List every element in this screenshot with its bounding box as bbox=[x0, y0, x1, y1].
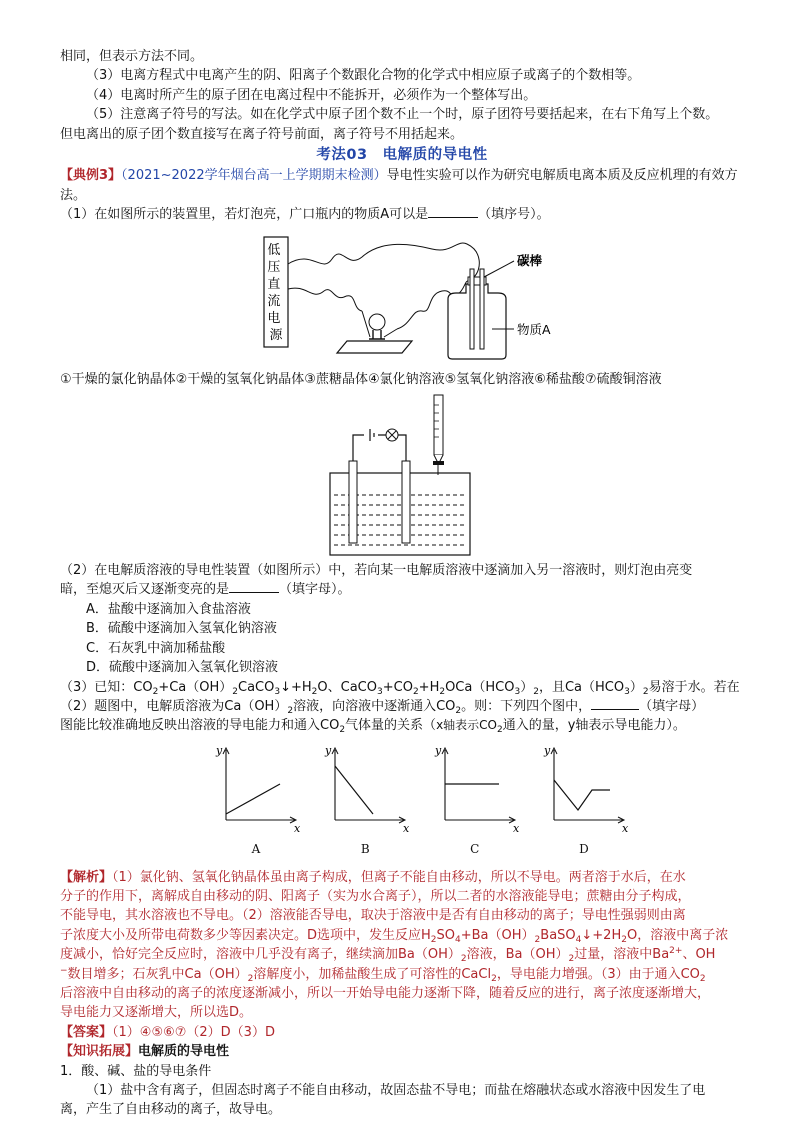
graph-options bbox=[210, 744, 630, 860]
intro-line: 但电离出的原子团个数直接写在离子符号前面，离子符号不用括起来。 bbox=[60, 126, 464, 142]
graph-curve bbox=[335, 766, 373, 814]
question-2-line: （2）在电解质溶液的导电性装置（如图所示）中，若向某一电解质溶液中逐滴加入另一溶液时，则灯泡由亮变 bbox=[60, 563, 693, 579]
analysis-line: 导电能力又逐渐增大，所以选D。 bbox=[60, 1005, 253, 1021]
example-source: （2021~2022学年烟台高一上学期期末检测） bbox=[121, 168, 387, 184]
x-axis-label: x bbox=[512, 821, 519, 832]
graph-d-label: D bbox=[579, 842, 589, 857]
electrode-right bbox=[402, 461, 410, 543]
question-3-line: 图能比较准确地反映出溶液的导电能力和通入$CO_2$气体量的关系（x轴表示$CO_2$通入的量，y轴表示导电能力）。 bbox=[60, 718, 686, 736]
option-a: A．盐酸中逐滴加入食盐溶液 bbox=[86, 601, 251, 617]
graph-b-plot bbox=[319, 744, 411, 832]
intro-line: （5）注意离子符号的写法。如在化学式中原子团个数不止一个时，原子团符号要括起来，在右下角写上个数。 bbox=[86, 107, 719, 123]
document-page bbox=[60, 47, 744, 1120]
option-c: C．石灰乳中滴加稀盐酸 bbox=[86, 640, 226, 656]
graph-curve bbox=[554, 780, 610, 810]
question-1-suffix: （填序号）。 bbox=[478, 207, 550, 223]
question-2-suffix: （填字母）。 bbox=[279, 582, 351, 598]
x-axis-label: x bbox=[403, 821, 410, 832]
question-1 bbox=[60, 205, 744, 224]
electrode-left bbox=[349, 461, 357, 543]
graph-d bbox=[538, 744, 630, 860]
lamp-bulb-icon bbox=[369, 314, 385, 330]
question-1-options: ①干燥的氯化钠晶体②干燥的氢氧化钠晶体③蔗糖晶体④氯化钠溶液⑤氢氧化钠溶液⑥稀盐酸⑦硫酸铜溶液 bbox=[60, 371, 662, 387]
question-3-line: （2）题图中，电解质溶液为$Ca(OH)_2$溶液，向溶液中逐渐通入$CO_2$。则：下列四个图中， （填字母） bbox=[60, 698, 705, 716]
x-axis-label: x bbox=[621, 821, 629, 832]
graph-c-label: C bbox=[470, 842, 480, 857]
knowledge-heading: 【知识拓展】电解质的导电性 bbox=[60, 1044, 230, 1060]
option-b: B．硫酸中逐滴加入氢氧化钠溶液 bbox=[86, 621, 277, 637]
example-tag: 【典例3】 bbox=[60, 168, 122, 184]
stopcock bbox=[433, 461, 444, 465]
graph-curve bbox=[226, 784, 280, 814]
analysis-line: 度减小，恰好完全反应时，溶液中几乎没有离子，继续滴加$Ba(OH)_2$溶液，$Ba(OH)_2$过量，溶液中$Ba^{2+}$、OH bbox=[60, 946, 716, 965]
rod-pointer bbox=[484, 261, 514, 277]
question-2-text: 暗，至熄灭后又逐渐变亮的是 bbox=[60, 582, 230, 598]
example-stem bbox=[60, 166, 744, 205]
graph-a bbox=[210, 744, 302, 860]
lamp-base bbox=[337, 341, 412, 353]
question-1-text: （1）在如图所示的装置里，若灯泡亮，广口瓶内的物质A可以是 bbox=[60, 207, 429, 223]
burette bbox=[434, 395, 443, 455]
carbon-rod bbox=[480, 269, 484, 349]
power-supply-label: 低 压 直 流 电 源 bbox=[267, 242, 283, 343]
intro-line: 相同，但表示方法不同。 bbox=[60, 49, 204, 64]
knowledge-paragraph: （1）盐中含有离子，但固态时离子不能自由移动，故固态盐不导电；而盐在熔融状态或水溶液中因发生了电 bbox=[86, 1083, 706, 1098]
conductivity-figure bbox=[312, 391, 492, 561]
lamp-socket bbox=[369, 330, 385, 339]
answer-line: 【答案】（1）④⑤⑥⑦（2）D（3）D bbox=[60, 1024, 275, 1040]
jar bbox=[448, 284, 506, 359]
circuit-figure bbox=[252, 229, 552, 364]
question-2-line bbox=[60, 580, 744, 599]
y-axis-label: y bbox=[325, 743, 332, 757]
analysis-line: 【解析】（1）氯化钠、氢氧化钠晶体虽由离子构成，但离子不能自由移动，所以不导电。两者溶于水后，在水 bbox=[60, 869, 686, 885]
analysis-block bbox=[60, 868, 744, 1023]
analysis-line: 子浓度大小及所带电荷数多少等因素决定。D选项中，发生反应$H_2SO_4+Ba(OH)_2BaSO_4↓+2H_2O$，溶液中离子浓 bbox=[60, 927, 729, 945]
answer-blank bbox=[229, 580, 279, 593]
graph-c-plot bbox=[429, 744, 521, 832]
substance-label: 物质A bbox=[517, 321, 551, 337]
analysis-line: 不能导电，其水溶液也不导电。（2）溶液能否导电，取决于溶液中是否有自由移动的离子；导电性强弱则由离 bbox=[60, 908, 686, 924]
graph-a-label: A bbox=[251, 842, 261, 857]
example-stem-text: 导电性实验可以作为研究电解质电离本质及反应机理的有效方法。 bbox=[60, 168, 738, 203]
analysis-line: −数目增多；石灰乳中$Ca(OH)_2$溶解度小，加稀盐酸生成了可溶性的CaCl$_2$，导电能力增强。（3）由于通入$CO_2$ bbox=[60, 965, 706, 984]
question-3-line: （3）已知：$CO_2+Ca(OH)_2CaCO_3↓+H_2O$、$CaCO_3+CO_2+H_2OCa(HCO_3)_2$，且$Ca(HCO_3)_2$易溶于水。若在 bbox=[60, 679, 740, 697]
rod-label: 碳棒 bbox=[517, 252, 543, 268]
y-axis-label: y bbox=[216, 743, 223, 757]
graph-b bbox=[319, 744, 411, 860]
wire-to-lamp bbox=[288, 288, 362, 311]
x-axis-label: x bbox=[294, 821, 301, 832]
option-d: D．硫酸中逐滴加入氢氧化钡溶液 bbox=[86, 660, 279, 676]
intro-line: （4）电离时所产生的原子团在电离过程中不能拆开，必须作为一个整体写出。 bbox=[86, 87, 537, 103]
section-title: 考法03 电解质的导电性 bbox=[316, 147, 488, 164]
graph-d-plot bbox=[538, 744, 630, 832]
answer-blank bbox=[428, 205, 478, 218]
intro-line: （3）电离方程式中电离产生的阴、阳离子个数跟化合物的化学式中相应原子或离子的个数相等。 bbox=[86, 68, 641, 84]
analysis-line: 后溶液中自由移动的离子的浓度逐渐减小，所以一开始导电能力逐渐下降，随着反应的进行，离子浓度逐渐增大， bbox=[60, 985, 711, 1001]
graph-a-plot bbox=[210, 744, 302, 832]
carbon-rod bbox=[470, 269, 474, 349]
analysis-line: 分子的作用下，离解成自由移动的阴、阳离子（实为水合离子），所以二者的水溶液能导电；蔗糖由分子构成， bbox=[60, 888, 691, 904]
answer-blank bbox=[591, 697, 639, 710]
knowledge-item: 1．酸、碱、盐的导电条件 bbox=[60, 1063, 212, 1079]
y-axis-label: y bbox=[543, 743, 551, 757]
y-axis-label: y bbox=[434, 743, 441, 757]
graph-c bbox=[429, 744, 521, 860]
graph-b-label: B bbox=[360, 842, 370, 857]
knowledge-paragraph: 离，产生了自由移动的离子，故导电。 bbox=[60, 1102, 282, 1118]
